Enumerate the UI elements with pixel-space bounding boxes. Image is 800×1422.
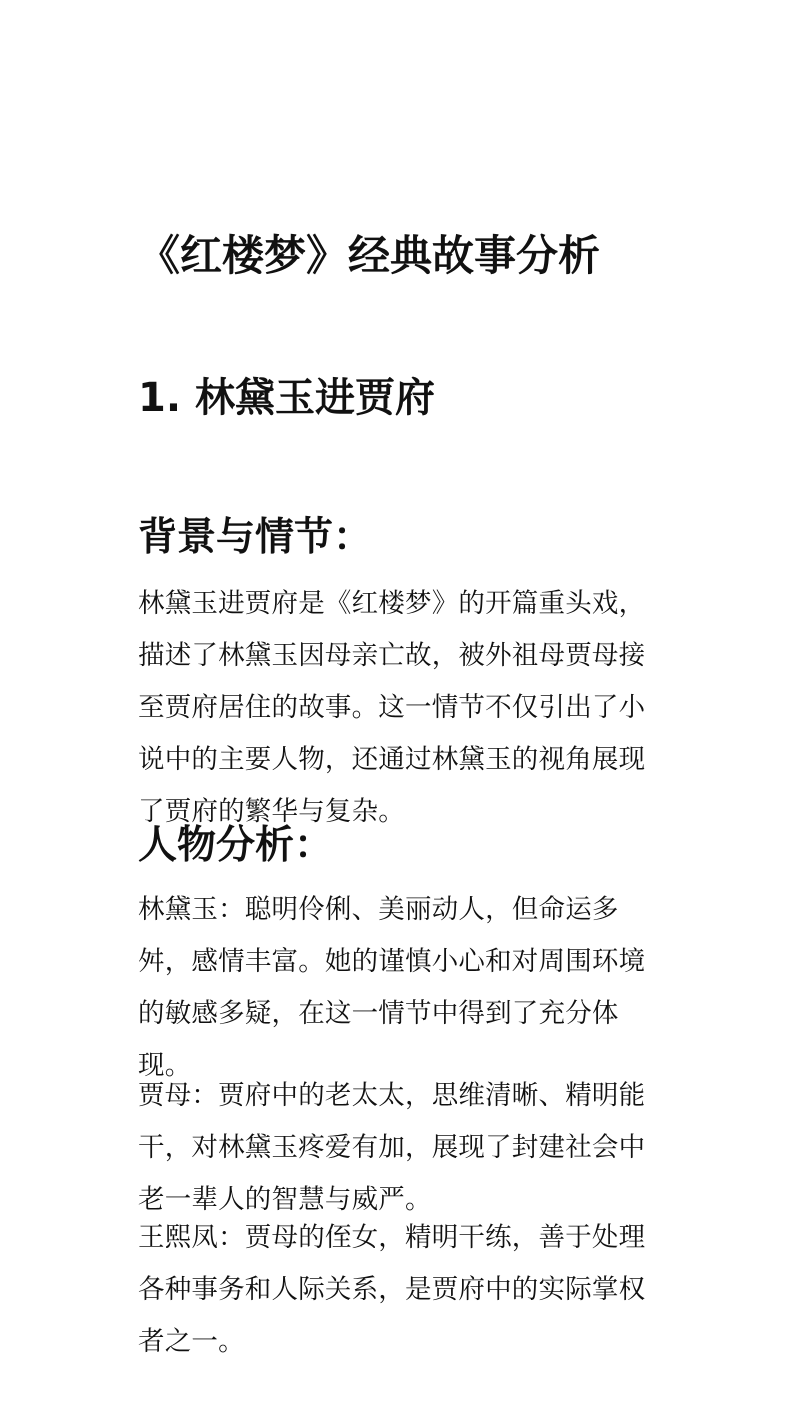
page-title: 《红楼梦》经典故事分析 — [138, 231, 601, 280]
background-paragraph: 林黛玉进贾府是《红楼梦》的开篇重头戏，描述了林黛玉因母亲亡故，被外祖母贾母接至贾府居住的故事。这一情节不仅引出了小说中的主要人物，还通过林黛玉的视角展现了贾府的繁华与复杂。 — [138, 588, 646, 827]
section-title: 1. 林黛玉进贾府 — [138, 375, 435, 421]
character-paragraph-lin-daiyu: 林黛玉：聪明伶俐、美丽动人，但命运多舛，感情丰富。她的谨慎小心和对周围环境的敏感多疑，在这一情节中得到了充分体现。 — [138, 894, 646, 1081]
character-paragraph-wang-xifeng: 王熙凤：贾母的侄女，精明干练，善于处理各种事务和人际关系，是贾府中的实际掌权者之一。 — [138, 1222, 646, 1357]
characters-heading: 人物分析： — [138, 823, 334, 868]
background-heading: 背景与情节： — [138, 515, 373, 560]
character-paragraph-jia-mu: 贾母：贾府中的老太太，思维清晰、精明能干，对林黛玉疼爱有加，展现了封建社会中老一辈人的智慧与威严。 — [138, 1080, 646, 1215]
